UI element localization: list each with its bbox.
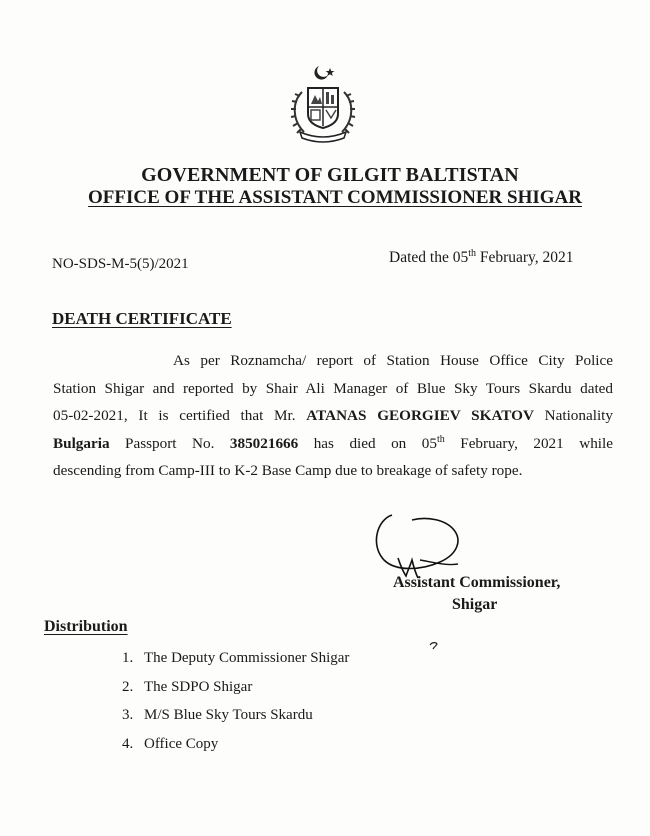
distribution-list (122, 644, 349, 758)
certificate-title: DEATH CERTIFICATE (52, 309, 232, 328)
body-line: As per Roznamcha/ report of Station House Office City Police (173, 352, 613, 369)
body-line: Station Shigar and reported by Shair Ali Manager of Blue Sky Tours Skardu dated (53, 379, 613, 397)
nationality: Bulgaria (53, 434, 110, 452)
list-item: 2. The SDPO Shigar (122, 678, 253, 695)
list-item: 3. M/S Blue Sky Tours Skardu (122, 707, 313, 723)
list-item: 1. The Deputy Commissioner Shigar (122, 650, 350, 666)
government-emblem-icon (286, 62, 360, 144)
certificate-body (53, 347, 613, 485)
office-heading: OFFICE OF THE ASSISTANT COMMISSIONER SHIGAR (88, 187, 582, 208)
signatory-place: Shigar (452, 596, 498, 613)
distribution-title: Distribution (44, 618, 128, 635)
signatory-title: Assistant Commissioner, (393, 574, 561, 591)
deceased-name: ATANAS GEORGIEV SKATOV (306, 407, 534, 424)
tick-mark-icon (428, 640, 440, 650)
signature-icon (362, 500, 472, 610)
issue-date: Dated the 05th February, 2021 (389, 247, 574, 266)
body-line: Bulgaria Passport No. 385021666 has died on 05th February, 2021 while (53, 433, 613, 452)
reference-number: NO-SDS-M-5(5)/2021 (52, 256, 189, 272)
list-item: 4. Office Copy (122, 735, 219, 752)
government-heading: GOVERNMENT OF GILGIT BALTISTAN (141, 164, 519, 186)
passport-number: 385021666 (229, 434, 299, 452)
body-line: 05-02-2021, It is certified that Mr. ATANAS GEORGIEV SKATOV Nationality (53, 407, 613, 424)
body-line: descending from Camp-III to K-2 Base Camp due to breakage of safety rope. (53, 462, 523, 479)
